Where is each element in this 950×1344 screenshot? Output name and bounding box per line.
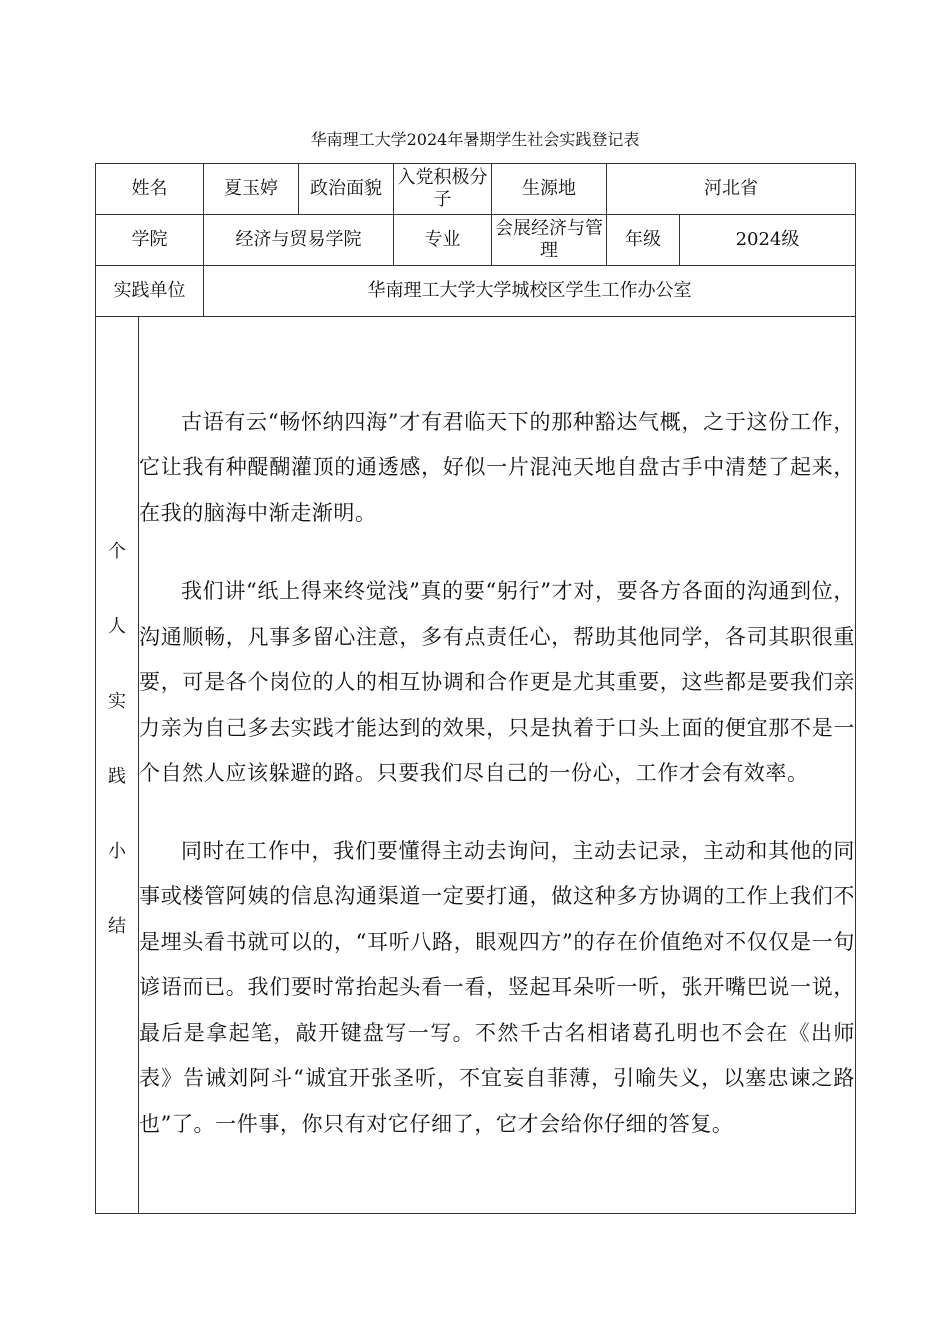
summary-label-char: 实 [108,691,126,712]
unit-label: 实践单位 [96,266,204,317]
summary-paragraph: 古语有云“畅怀纳四海”才有君临天下的那种豁达气概，之于这份工作，它让我有种醍醐灌顶的通透感，好似一片混沌天地自盘古手中清楚了起来，在我的脑海中渐走渐明。 [139,409,855,525]
origin-value: 河北省 [607,164,856,215]
name-value: 夏玉婷 [204,164,299,215]
summary-paragraph: 同时在工作中，我们要懂得主动去询问，主动去记录，主动和其他的同事或楼管阿姨的信息沟通渠道一定要打通，做这种多方协调的工作上我们不是埋头看书就可以的，“耳听八路，眼观四方”的存在价值绝对不仅仅是一句谚语而已。我们要时常抬起头看一看，竖起耳朵听一听，张开嘴巴说一说，最后是拿起笔，敲开键盘写一写。不然千古名相诸葛孔明也不会在《出师表》告诫刘阿斗“诚宜开张圣听，不宜妄自菲薄，引喻失义，以塞忠谏之路也”了。一件事，你只有对它仔细了，它才会给你仔细的答复。 [139,838,855,1136]
row-summary [96,317,856,1214]
major-value: 会展经济与管理 [492,215,607,266]
unit-value: 华南理工大学大学城校区学生工作办公室 [204,266,856,317]
politics-value: 入党积极分子 [394,164,492,215]
grade-value: 2024级 [680,215,856,266]
row-college-info [96,215,856,266]
grade-label: 年级 [607,215,680,266]
row-practice-unit [96,266,856,317]
registration-form [95,163,856,1214]
summary-label-char: 个 [108,541,126,562]
college-value: 经济与贸易学院 [204,215,394,266]
row-basic-info [96,164,856,215]
politics-label: 政治面貌 [299,164,394,215]
form-title: 华南理工大学2024年暑期学生社会实践登记表 [310,130,640,149]
college-label: 学院 [96,215,204,266]
major-label: 专业 [394,215,492,266]
name-label: 姓名 [96,164,204,215]
summary-label-char: 小 [108,841,126,862]
summary-label-chars [96,539,138,991]
summary-text [139,317,856,1214]
summary-label-char: 践 [108,766,126,787]
summary-label [96,317,139,1214]
summary-label-char: 人 [108,616,126,637]
summary-paragraph: 我们讲“纸上得来终觉浅”真的要“躬行”才对，要各方各面的沟通到位，沟通顺畅，凡事多留心注意，多有点责任心，帮助其他同学，各司其职很重要，可是各个岗位的人的相互协调和合作更是尤其重要，这些都是要我们亲力亲为自己多去实践才能达到的效果，只是执着于口头上面的便宜那不是一个自然人应该躲避的路。只要我们尽自己的一份心，工作才会有效率。 [139,579,855,786]
summary-label-char: 结 [108,916,126,937]
origin-label: 生源地 [492,164,607,215]
